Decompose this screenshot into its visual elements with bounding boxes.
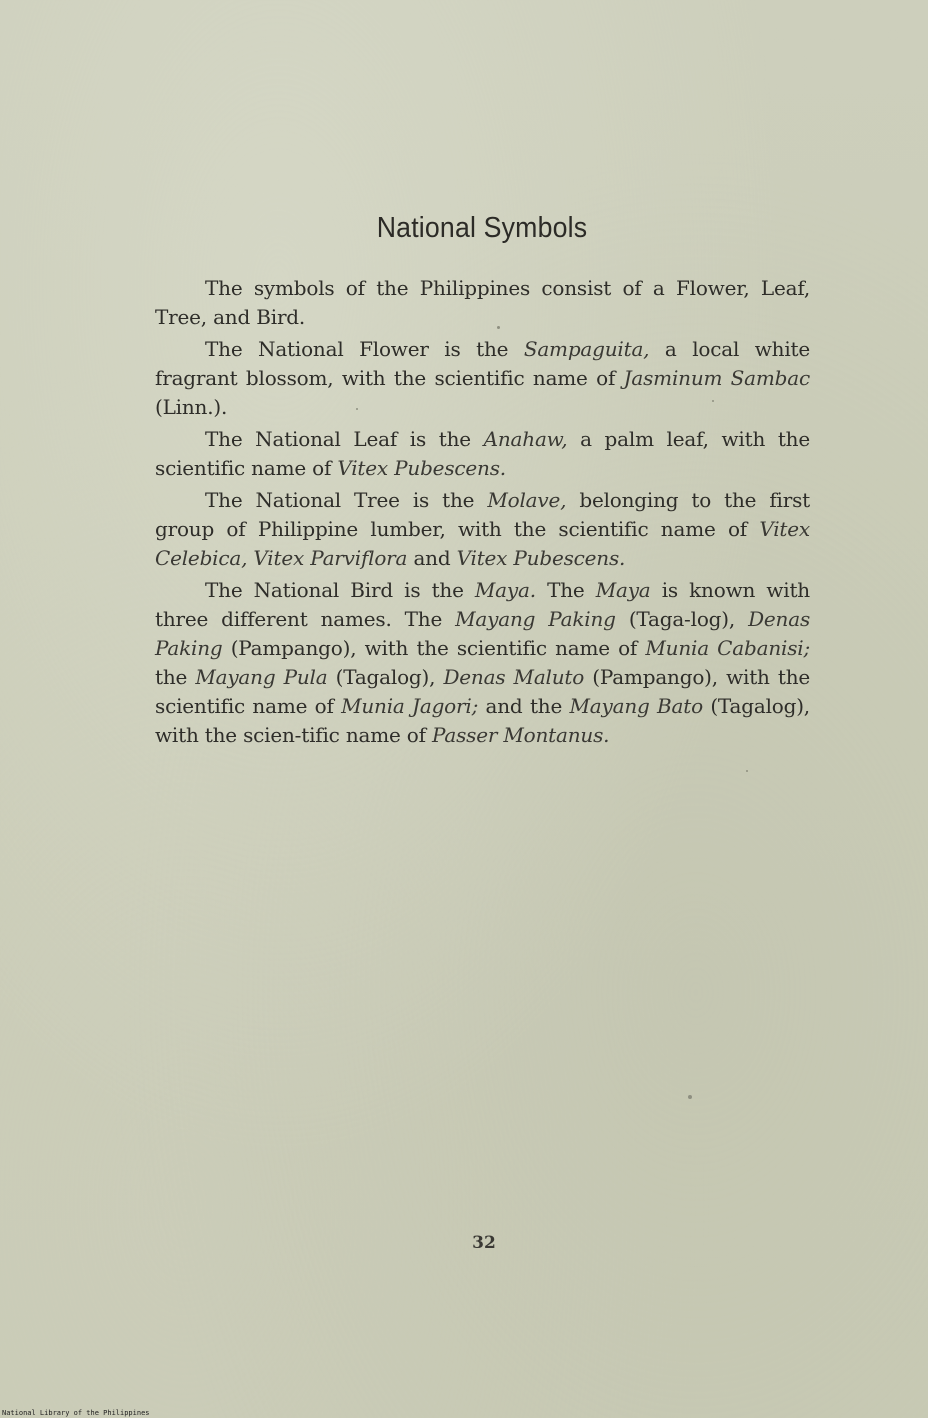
text-run: and the bbox=[478, 694, 570, 718]
paper-speck bbox=[746, 770, 748, 772]
paragraph bbox=[155, 486, 810, 573]
text-run: The symbols of the Philippines consist of a Flower, Leaf, Tree, and Bird. bbox=[155, 276, 810, 329]
italic-term: Maya. bbox=[474, 578, 536, 602]
italic-term: Anahaw, bbox=[483, 427, 568, 451]
italic-term: Molave, bbox=[487, 488, 567, 512]
italic-term: Sampaguita, bbox=[523, 337, 650, 361]
paragraph bbox=[155, 425, 810, 483]
italic-term: Mayang Bato bbox=[569, 694, 703, 718]
text-run: The National Bird is the bbox=[205, 578, 475, 602]
text-run: (Pampango), with the scientific name of bbox=[222, 636, 646, 660]
text-run: belonging to the first group of Philippine lumber, with the scientific name of bbox=[155, 488, 810, 541]
text-run: (Tagalog), bbox=[327, 665, 444, 689]
page-title: National Symbols bbox=[376, 212, 588, 244]
paragraph bbox=[155, 335, 810, 422]
italic-term: Mayang Pula bbox=[195, 665, 328, 689]
paper-speck bbox=[497, 326, 500, 329]
text-run: the bbox=[155, 665, 196, 689]
text-run: The National Leaf is the bbox=[205, 427, 484, 451]
text-run: (Taga-log), bbox=[615, 607, 749, 631]
text-run: The bbox=[535, 578, 596, 602]
text-run: is known with three different names. The bbox=[155, 578, 810, 631]
italic-term: Denas Maluto bbox=[443, 665, 585, 689]
italic-term: Mayang Paking bbox=[455, 607, 616, 631]
text-run: a palm leaf, with the scientific name of bbox=[155, 427, 810, 480]
text-run: (Pampango), with the scientific name of bbox=[155, 665, 811, 718]
text-run: a local white fragrant blossom, with the scientific name of bbox=[155, 337, 810, 390]
italic-term: Vitex Pubescens. bbox=[456, 546, 626, 570]
text-run: The National Tree is the bbox=[205, 488, 488, 512]
paper-speck bbox=[356, 408, 358, 410]
text-run: (Linn.). bbox=[155, 395, 228, 419]
italic-term: Passer Montanus. bbox=[432, 723, 610, 747]
italic-term: Munia Jagori; bbox=[341, 694, 479, 718]
paper-speck bbox=[712, 400, 714, 402]
library-credit: National Library of the Philippines bbox=[2, 1409, 150, 1417]
text-run: The National Flower is the bbox=[205, 337, 524, 361]
italic-term: Munia Cabanisi; bbox=[645, 636, 810, 660]
paragraph bbox=[155, 274, 810, 332]
italic-term: Maya bbox=[595, 578, 651, 602]
text-run: (Tagalog), with the scien-tific name of bbox=[155, 694, 810, 747]
text-run: and bbox=[407, 546, 457, 570]
italic-term: Vitex Pubescens. bbox=[337, 456, 506, 480]
page-number: 32 bbox=[472, 1233, 496, 1253]
body-text bbox=[155, 274, 810, 753]
paragraph bbox=[155, 576, 810, 750]
paper-speck bbox=[688, 1095, 692, 1099]
italic-term: Denas Paking bbox=[155, 607, 811, 660]
italic-term: Jasminum Sambac bbox=[623, 366, 811, 390]
italic-term: Vitex Celebica, Vitex Parviflora bbox=[155, 517, 810, 570]
